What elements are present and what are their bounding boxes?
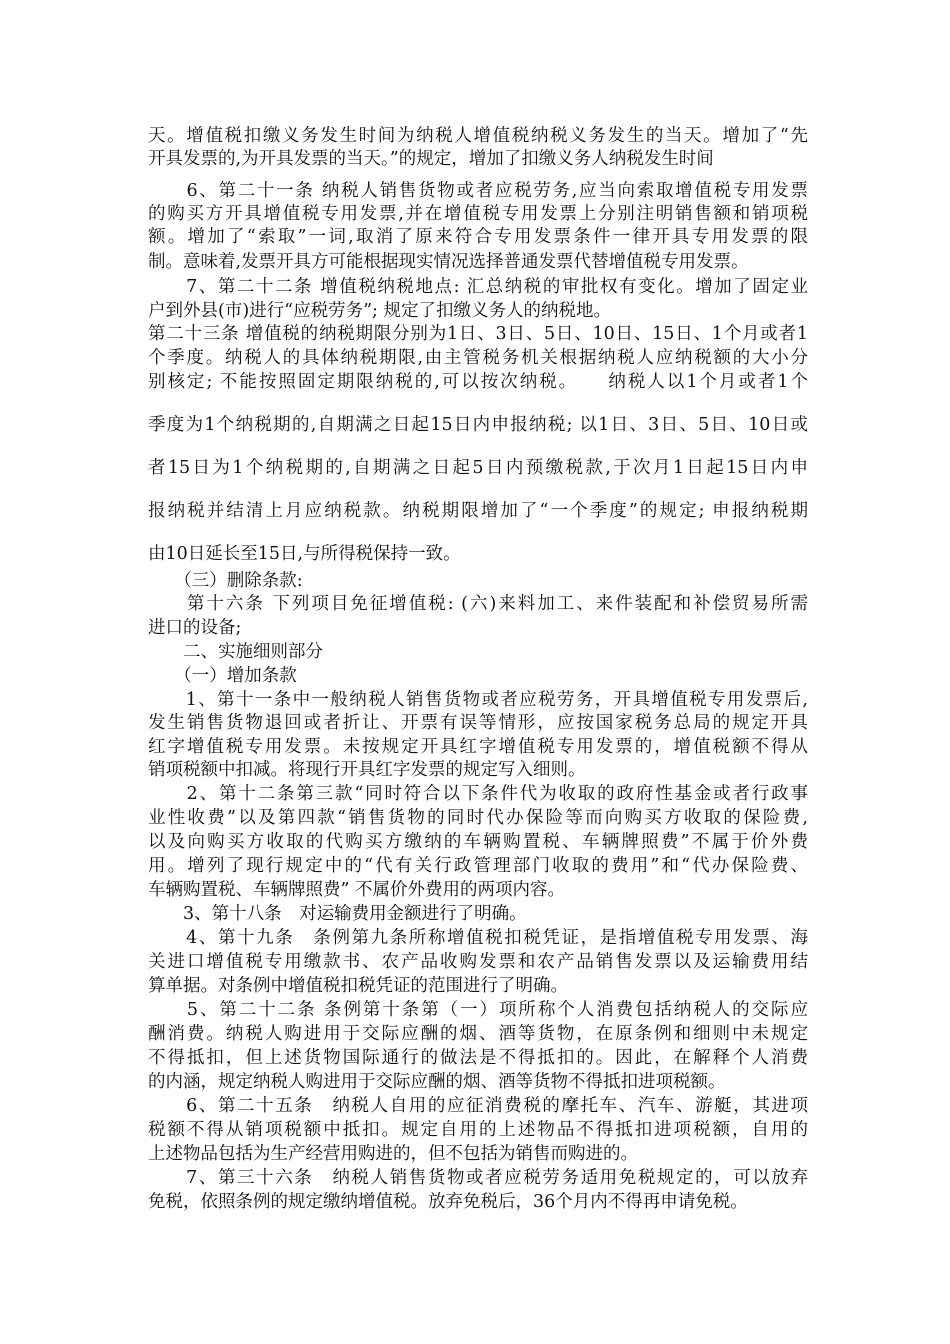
text-line: 的购买方开具增值税专用发票,并在增值税专用发票上分别注明销售额和销项税: [148, 204, 808, 224]
text-line: 7、第三十六条 纳税人销售货物或者应税劳务适用免税规定的，可以放弃: [148, 1168, 808, 1188]
text-line: 业性收费”以及第四款“销售货物的同时代办保险等而向购买方收取的保险费,: [148, 808, 808, 828]
text-line: 关进口增值税专用缴款书、农产品收购发票和农产品销售发票以及运输费用结: [148, 952, 808, 972]
text-line: 以及向购买方收取的代购买方缴纳的车辆购置税、车辆牌照费”不属于价外费: [148, 832, 808, 852]
text-line: 额。增加了“索取”一词,取消了原来符合专用发票条件一律开具专用发票的限: [148, 227, 808, 247]
text-line: 7、第二十二条 增值税纳税地点: 汇总纳税的审批权有变化。增加了固定业: [148, 277, 808, 297]
text-line: 3、第十八条 对运输费用金额进行了明确。: [148, 904, 527, 924]
text-line: 车辆购置税、车辆牌照费” 不属价外费用的两项内容。: [148, 880, 566, 900]
text-line: 由10日延长至15日,与所得税保持一致。: [148, 544, 461, 564]
text-line: 用。增列了现行规定中的“代有关行政管理部门收取的费用”和“代办保险费、: [148, 856, 808, 876]
text-line: 开具发票的,为开具发票的当天。”的规定，增加了扣缴义务人纳税发生时间: [148, 149, 714, 169]
text-line: 第十六条 下列项目免征增值税: (六)来料加工、来件装配和补偿贸易所需: [148, 594, 808, 614]
text-line: 2、第十二条第三款“同时符合以下条件代为收取的政府性基金或者行政事: [148, 784, 808, 804]
text-line: 第二十三条 增值税的纳税期限分别为1日、3日、5日、10日、15日、1个月或者1: [148, 324, 808, 344]
text-line: 免税，依照条例的规定缴纳增值税。放弃免税后，36个月内不得再申请免税。: [148, 1192, 748, 1212]
text-line: （一）增加条款: [148, 666, 297, 686]
text-line: 上述物品包括为生产经营用购进的，但不包括为销售而购进的。: [148, 1144, 638, 1164]
text-line: 的内涵，规定纳税人购进用于交际应酬的烟、酒等货物不得抵扣进项税额。: [148, 1072, 726, 1092]
text-line: 算单据。对条例中增值税扣税凭证的范围进行了明确。: [148, 976, 568, 996]
text-line: 进口的设备;: [148, 618, 242, 638]
text-line: 个季度。纳税人的具体纳税期限,由主管税务机关根据纳税人应纳税额的大小分: [148, 348, 808, 368]
text-line: 制。意味着,发票开具方可能根据现实情况选择普通发票代替增值税专用发票。: [148, 252, 749, 272]
text-line: 报纳税并结清上月应纳税款。纳税期限增加了“一个季度”的规定; 申报纳税期: [148, 501, 808, 521]
text-line: 者15日为1个纳税期的,自期满之日起5日内预缴税款,于次月1日起15日内申: [148, 458, 808, 478]
text-line: 不得抵扣，但上述货物国际通行的做法是不得抵扣的。因此，在解释个人消费: [148, 1048, 808, 1068]
text-line: 4、第十九条 条例第九条所称增值税扣税凭证，是指增值税专用发票、海: [148, 928, 808, 948]
text-line: 6、第二十一条 纳税人销售货物或者应税劳务,应当向索取增值税专用发票: [148, 181, 808, 201]
text-line: 红字增值税专用发票。未按规定开具红字增值税专用发票的，增值税额不得从: [148, 737, 808, 757]
text-line: 5、第二十二条 条例第十条第（一）项所称个人消费包括纳税人的交际应: [148, 1000, 808, 1020]
text-line: 发生销售货物退回或者折让、开票有误等情形，应按国家税务总局的规定开具: [148, 713, 808, 733]
text-line: 税额不得从销项税额中抵扣。规定自用的上述物品不得抵扣进项税额，自用的: [148, 1120, 808, 1140]
text-line: 天。增值税扣缴义务发生时间为纳税人增值税纳税义务发生的当天。增加了“先: [148, 126, 808, 146]
text-line: 酬消费。纳税人购进用于交际应酬的烟、酒等货物，在原条例和细则中未规定: [148, 1024, 808, 1044]
text-line: 别核定; 不能按照固定期限纳税的,可以按次纳税。 纳税人以1个月或者1个: [148, 372, 808, 392]
text-line: 6、第二十五条 纳税人自用的应征消费税的摩托车、汽车、游艇，其进项: [148, 1096, 808, 1116]
text-line: 户到外县(市)进行“应税劳务”; 规定了扣缴义务人的纳税地。: [148, 301, 612, 321]
text-line: 二、实施细则部分: [148, 642, 323, 662]
text-line: 季度为1个纳税期的,自期满之日起15日内申报纳税; 以1日、3日、5日、10日或: [148, 415, 808, 435]
text-line: 1、第十一条中一般纳税人销售货物或者应税劳务，开具增值税专用发票后,: [148, 690, 808, 710]
text-line: （三）删除条款:: [148, 571, 303, 591]
text-line: 销项税额中扣减。将现行开具红字发票的规定写入细则。: [148, 760, 586, 780]
